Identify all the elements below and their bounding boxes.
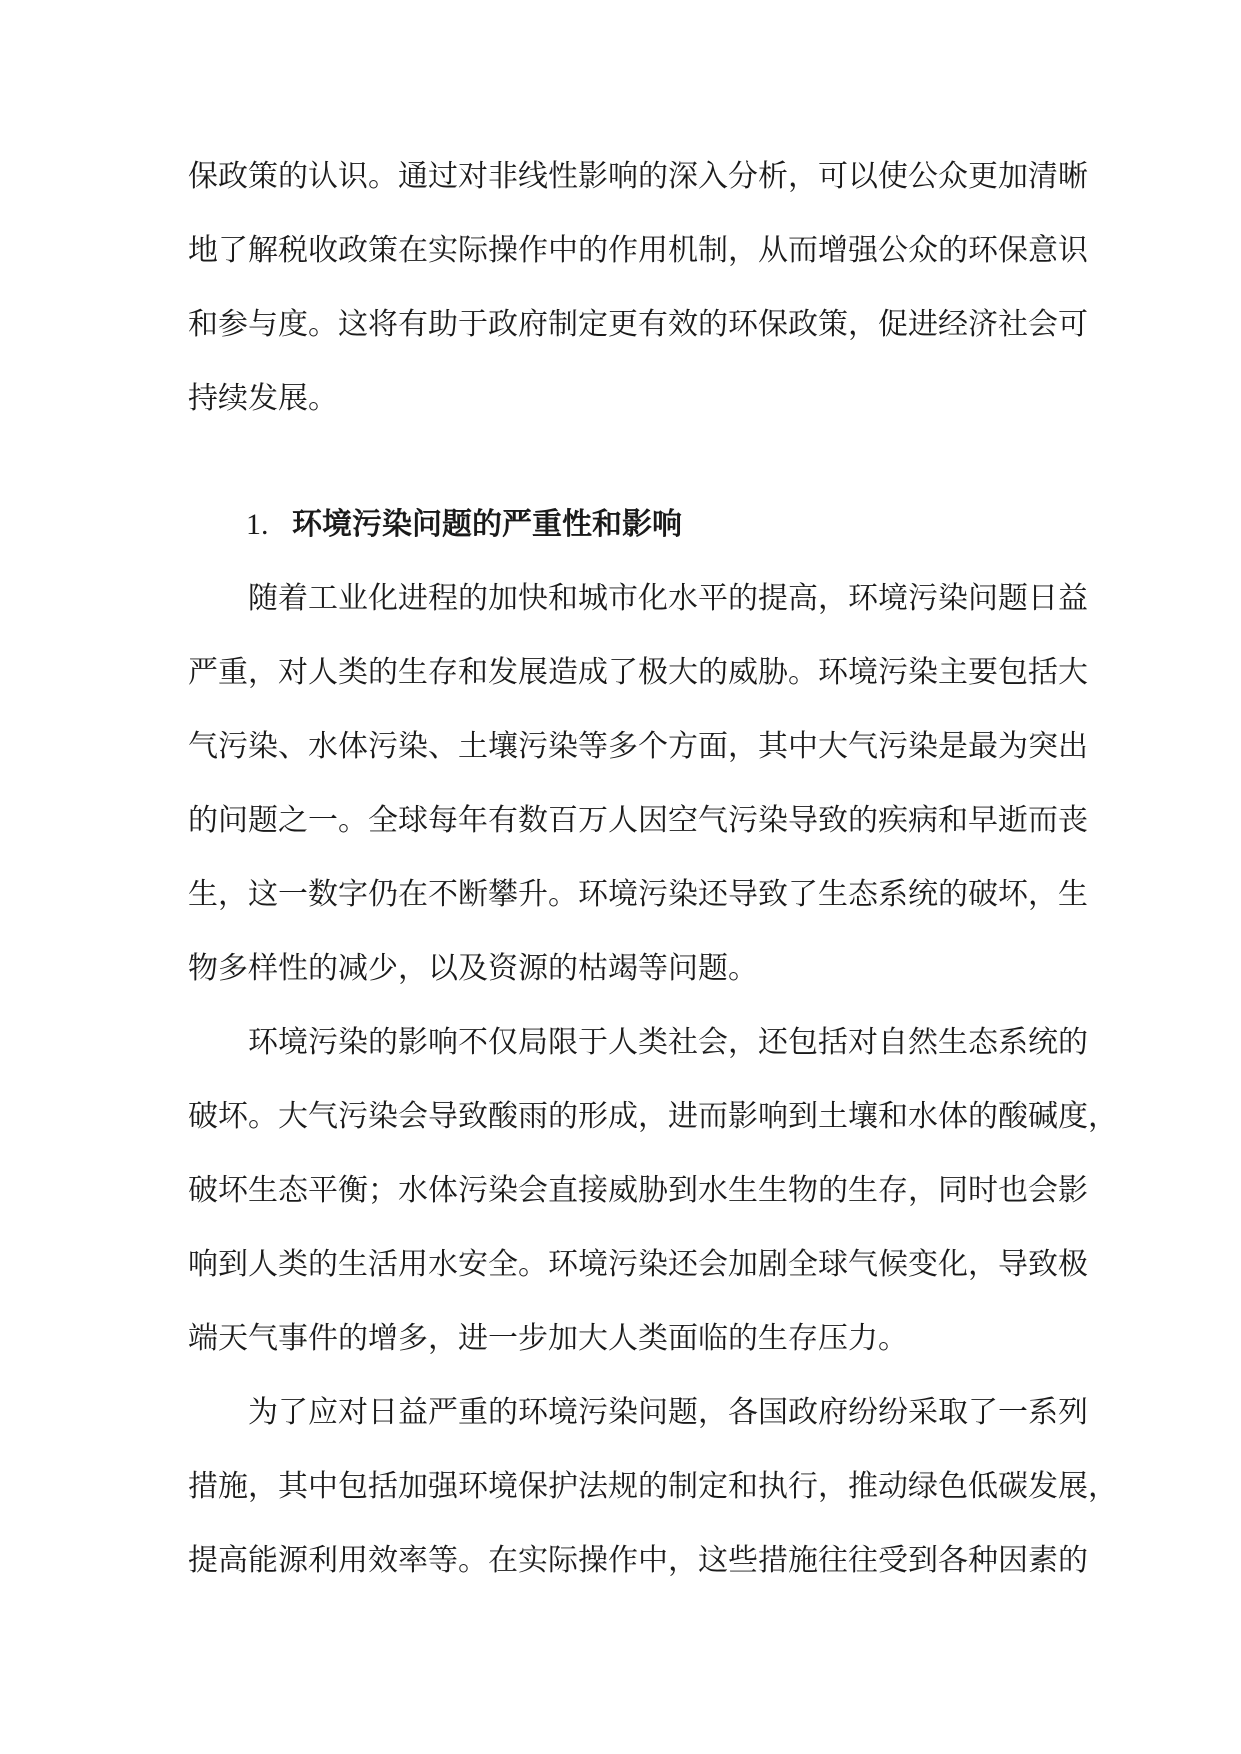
text-line: 提高能源利用效率等。在实际操作中，这些措施往往受到各种因素的 bbox=[188, 1543, 1088, 1578]
text-line: 的问题之一。全球每年有数百万人因空气污染导致的疾病和早逝而丧 bbox=[188, 803, 1088, 838]
text-line: 破坏生态平衡；水体污染会直接威胁到水生生物的生存，同时也会影 bbox=[188, 1173, 1088, 1208]
text-line: 措施，其中包括加强环境保护法规的制定和执行，推动绿色低碳发展， bbox=[188, 1469, 1118, 1504]
text-line: 地了解税收政策在实际操作中的作用机制，从而增强公众的环保意识 bbox=[188, 233, 1088, 268]
paragraph-intro bbox=[188, 140, 1088, 436]
text-line: 环境污染的影响不仅局限于人类社会，还包括对自然生态系统的 bbox=[188, 1025, 1088, 1060]
text-line: 保政策的认识。通过对非线性影响的深入分析，可以使公众更加清晰 bbox=[188, 159, 1088, 194]
paragraph-3 bbox=[188, 1376, 1118, 1598]
text-line: 严重，对人类的生存和发展造成了极大的威胁。环境污染主要包括大 bbox=[188, 655, 1088, 690]
text-line: 持续发展。 bbox=[188, 381, 338, 416]
text-line: 破坏。大气污染会导致酸雨的形成，进而影响到土壤和水体的酸碱度， bbox=[188, 1099, 1118, 1134]
paragraph-1 bbox=[188, 562, 1088, 1006]
text-line: 物多样性的减少，以及资源的枯竭等问题。 bbox=[188, 951, 758, 986]
section-number: 1. bbox=[246, 508, 269, 541]
section-spacer bbox=[188, 436, 1056, 488]
document-page bbox=[188, 140, 1118, 1598]
section-title: 环境污染问题的严重性和影响 bbox=[292, 507, 682, 542]
section-heading bbox=[188, 488, 1056, 562]
text-line: 响到人类的生活用水安全。环境污染还会加剧全球气候变化，导致极 bbox=[188, 1247, 1088, 1282]
text-line: 和参与度。这将有助于政府制定更有效的环保政策，促进经济社会可 bbox=[188, 307, 1088, 342]
paragraph-2 bbox=[188, 1006, 1118, 1376]
text-line: 生，这一数字仍在不断攀升。环境污染还导致了生态系统的破坏，生 bbox=[188, 877, 1088, 912]
text-line: 随着工业化进程的加快和城市化水平的提高，环境污染问题日益 bbox=[188, 581, 1088, 616]
text-line: 气污染、水体污染、土壤污染等多个方面，其中大气污染是最为突出 bbox=[188, 729, 1088, 764]
text-line: 为了应对日益严重的环境污染问题，各国政府纷纷采取了一系列 bbox=[188, 1395, 1088, 1430]
text-line: 端天气事件的增多，进一步加大人类面临的生存压力。 bbox=[188, 1321, 908, 1356]
